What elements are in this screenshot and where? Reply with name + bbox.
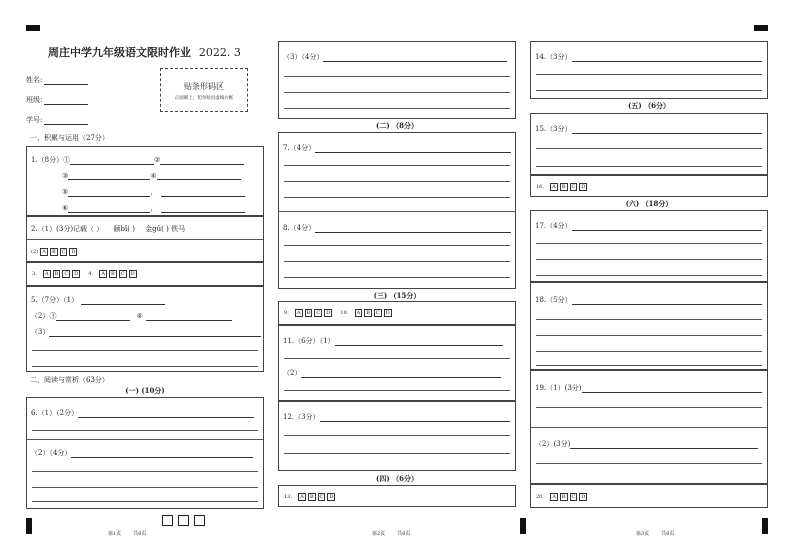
barcode-note: 正面朝上，切勿贴出虚线方框 — [174, 96, 234, 101]
q10-label: 10. — [340, 310, 349, 316]
q17-answer-line-1[interactable] — [536, 243, 762, 244]
q2-mid2: 金gǔ( ) — [145, 225, 169, 233]
q7-answer-line-3[interactable] — [284, 197, 510, 198]
section6-heading: (六) （18分） — [625, 199, 673, 208]
q18-box — [530, 282, 768, 370]
q2-sub-label: (2) — [31, 249, 39, 255]
q5-line3[interactable] — [31, 327, 261, 337]
q17-answer-line-2[interactable] — [536, 259, 762, 260]
section4-heading: (四) （6分） — [376, 474, 418, 483]
bottom-right-mark — [762, 518, 768, 534]
q14-answer-line-1[interactable] — [536, 74, 762, 75]
q7-q8-divider — [279, 211, 515, 212]
q-3-answer-line-2[interactable] — [284, 92, 510, 93]
q1-line4[interactable] — [62, 203, 245, 213]
q13-option-a[interactable]: A — [300, 494, 304, 500]
q18-answer-line-1[interactable] — [536, 319, 762, 320]
section5-heading: (五) （6分） — [628, 101, 670, 110]
q12-box — [278, 401, 516, 471]
q13-option-b[interactable]: B — [309, 494, 314, 500]
q5-line2[interactable] — [31, 311, 232, 321]
q4-label: 4. — [88, 271, 94, 277]
q1-line1[interactable] — [31, 155, 244, 165]
q4-option-a[interactable]: A — [101, 271, 106, 277]
q1-n2: ② — [154, 156, 161, 164]
q16-box — [530, 175, 768, 197]
q3-option-a[interactable]: A — [45, 271, 49, 277]
q5-2a: （2）③ — [31, 312, 57, 320]
q-3-label: （3）（4分） — [283, 53, 324, 61]
name-label: 姓名: — [26, 76, 43, 84]
section3-heading: (三) （15分） — [373, 291, 421, 300]
q12-answer-line-1[interactable] — [284, 435, 510, 436]
barcode-title: 贴条形码区 — [184, 82, 224, 91]
q15-answer-line-2[interactable] — [536, 166, 762, 167]
q20-option-d[interactable]: D — [581, 494, 586, 500]
bottom-mid-mark — [520, 518, 526, 534]
q9-q10-row[interactable] — [284, 308, 394, 317]
q11-1-label: 11.（6分）（1） — [283, 337, 335, 345]
footer-1-page: 第1页 — [108, 531, 122, 537]
q10-option-c[interactable]: C — [375, 310, 380, 316]
q1-n3: ③ — [62, 172, 69, 180]
q1-line3[interactable] — [62, 187, 245, 197]
q8-answer-line-1[interactable] — [284, 245, 510, 246]
q12-label: 12.（3分） — [283, 413, 320, 421]
q20-option-c[interactable]: C — [571, 494, 576, 500]
checkbox-2[interactable] — [178, 515, 189, 526]
q6-1-label: 6.（1）（2分） — [31, 409, 79, 417]
q9-option-c[interactable]: C — [316, 310, 321, 316]
q3-option-c[interactable]: C — [64, 271, 69, 277]
q5-line1[interactable] — [31, 295, 165, 305]
q14-line[interactable] — [535, 52, 762, 62]
q2-sub-row[interactable] — [31, 247, 79, 256]
q6-1-line[interactable] — [31, 408, 254, 418]
q3-option-d[interactable]: D — [74, 271, 79, 277]
q15-line[interactable] — [535, 124, 762, 134]
q20-row[interactable] — [536, 492, 589, 501]
class-field[interactable] — [26, 95, 88, 105]
q2-option-b[interactable]: B — [51, 249, 56, 255]
q3-q4-row[interactable] — [32, 269, 139, 278]
q14-label: 14.（3分） — [535, 53, 572, 61]
q6-divider — [27, 439, 263, 440]
q17-answer-line-3[interactable] — [536, 275, 762, 276]
q1-line2[interactable] — [62, 171, 241, 180]
q19-divider — [531, 427, 767, 428]
footer-3-total: 共6页 — [661, 531, 675, 537]
q5-answer-line-1[interactable] — [32, 350, 258, 351]
q2-end: 铁马 — [171, 225, 186, 233]
q7-answer-line-2[interactable] — [284, 181, 510, 182]
q2-line1[interactable] — [31, 224, 185, 234]
q18-label: 18.（5分） — [535, 296, 572, 304]
q2-divider — [27, 239, 263, 240]
q19-box — [530, 370, 768, 484]
q19-answer-line-2[interactable] — [536, 463, 762, 464]
q-3-line[interactable] — [283, 52, 507, 62]
q2-option-a[interactable]: A — [42, 249, 46, 255]
q11-2-label: （2） — [283, 369, 302, 377]
q5-3: （3） — [31, 328, 50, 336]
q6-answer-line-2[interactable] — [32, 471, 258, 472]
q2-mid1: 颐bǐ( ) — [113, 225, 135, 233]
top-left-mark — [26, 25, 40, 31]
q10-option-a[interactable]: A — [356, 310, 361, 316]
name-field[interactable] — [26, 75, 88, 85]
q20-label: 20. — [536, 494, 544, 500]
footer-page-2 — [372, 530, 410, 537]
q16-label: 16. — [536, 184, 544, 190]
q9-option-a[interactable]: A — [297, 310, 301, 316]
q19-1-line[interactable] — [535, 383, 762, 393]
q4-option-d[interactable]: D — [130, 271, 135, 277]
q15-label: 15.（3分） — [535, 125, 572, 133]
q14-answer-line-2[interactable] — [536, 90, 762, 91]
q7-q8-box — [278, 132, 516, 289]
q9-q10-box — [278, 301, 516, 325]
q2-option-d[interactable]: D — [71, 249, 76, 255]
q16-option-c[interactable]: C — [571, 184, 576, 190]
q13-label: 13. — [284, 494, 292, 500]
q11-1-line[interactable] — [283, 336, 503, 346]
part2-heading: 二、阅读与赏析（63分） — [30, 376, 109, 384]
footer-3-page: 第3页 — [636, 531, 650, 537]
q1-label: 1.（8分）① — [31, 156, 71, 164]
q11-answer-line-1[interactable] — [284, 358, 510, 359]
q1-n4: ④ — [150, 172, 157, 180]
q6-2-label: （2）（4分） — [31, 449, 72, 457]
part1-heading: 一、积累与运用（27分） — [30, 134, 109, 142]
q16-option-d[interactable]: D — [581, 184, 586, 190]
q10-option-d[interactable]: D — [385, 310, 390, 316]
q5-box — [26, 286, 264, 372]
q17-line[interactable] — [535, 221, 762, 231]
q20-box — [530, 484, 768, 508]
q9-label: 9. — [284, 310, 289, 316]
q6-answer-line-3[interactable] — [32, 487, 258, 488]
q20-option-b[interactable]: B — [561, 494, 566, 500]
section1-heading: (一) (10分) — [125, 386, 165, 395]
q12-answer-line-2[interactable] — [284, 453, 510, 454]
checkbox-3[interactable] — [194, 515, 205, 526]
footer-1-total: 共6页 — [133, 531, 147, 537]
q13-option-d[interactable]: D — [329, 494, 334, 500]
q7-answer-line-1[interactable] — [284, 165, 510, 166]
q5-label: 5.（7分）（1） — [31, 296, 79, 304]
q11-box — [278, 325, 516, 401]
q1-comma-1: ， — [150, 188, 158, 196]
section2-heading: (二) （8分） — [376, 121, 418, 130]
q11-answer-line-2[interactable] — [284, 390, 510, 391]
q17-label: 17.（4分） — [535, 222, 572, 230]
q2-box — [26, 216, 264, 262]
q4-option-c[interactable]: C — [120, 271, 125, 277]
q14-box — [530, 41, 768, 99]
barcode-area — [160, 68, 248, 112]
q19-answer-line-1[interactable] — [536, 407, 762, 408]
q6-answer-line-1[interactable] — [32, 430, 258, 431]
q9-option-b[interactable]: B — [306, 310, 311, 316]
student-id-field[interactable] — [26, 115, 88, 125]
q11-2-line[interactable] — [283, 368, 501, 378]
q8-answer-line-2[interactable] — [284, 261, 510, 262]
q17-box — [530, 210, 768, 282]
q5-2b: ④ — [136, 312, 143, 320]
q16-option-b[interactable]: B — [561, 184, 566, 190]
student-id-label: 学号: — [26, 116, 43, 124]
q6-answer-line-4[interactable] — [32, 501, 258, 502]
footer-page-1 — [108, 530, 146, 537]
q10-option-b[interactable]: B — [366, 310, 370, 316]
page-title — [48, 44, 241, 60]
q18-answer-line-3[interactable] — [536, 351, 762, 352]
q18-line[interactable] — [535, 295, 762, 305]
q12-line[interactable] — [283, 412, 510, 422]
q13-box — [278, 485, 516, 507]
q16-row[interactable] — [536, 182, 589, 191]
footer-2-page: 第2页 — [372, 531, 386, 537]
q13-row[interactable] — [284, 492, 337, 501]
q1-comma-2: ， — [150, 204, 158, 212]
q4-option-b[interactable]: B — [111, 271, 115, 277]
q1-box — [26, 146, 264, 216]
q5-answer-line-2[interactable] — [32, 366, 258, 367]
q2-label: 2.（1）(3分)记载（ ） — [31, 225, 104, 233]
q-3-answer-line-3[interactable] — [284, 108, 510, 109]
q19-2-line[interactable] — [535, 439, 758, 449]
q6-box — [26, 397, 264, 509]
q1-n5: ⑤ — [62, 188, 69, 196]
q20-option-a[interactable]: A — [552, 494, 556, 500]
title-date: 2022. 3 — [198, 46, 241, 59]
footer-2-total: 共6页 — [397, 531, 411, 537]
q8-answer-line-3[interactable] — [284, 277, 510, 278]
title-text: 周庄中学九年级语文限时作业 — [48, 46, 191, 59]
q13-option-c[interactable]: C — [319, 494, 324, 500]
q9-option-d[interactable]: D — [326, 310, 331, 316]
q19-1-label: 19.（1）(3分) — [535, 384, 582, 392]
q8-label: 8.（4分） — [283, 224, 316, 232]
q16-option-a[interactable]: A — [552, 184, 556, 190]
q18-answer-line-4[interactable] — [536, 365, 762, 366]
q7-label: 7.（4分） — [283, 144, 316, 152]
q-3-box — [278, 41, 516, 119]
q15-answer-line-1[interactable] — [536, 148, 762, 149]
q7-line[interactable] — [283, 143, 511, 153]
footer-page-3 — [636, 530, 674, 537]
q-3-answer-line-1[interactable] — [284, 76, 510, 77]
q18-answer-line-2[interactable] — [536, 335, 762, 336]
checkbox-1[interactable] — [162, 515, 173, 526]
bottom-left-mark — [26, 518, 32, 534]
top-right-mark — [754, 25, 768, 31]
q3-q4-box — [26, 262, 264, 286]
q3-label: 3. — [32, 271, 37, 277]
q19-2-label: （2）(3分) — [535, 440, 571, 448]
q2-option-c[interactable]: C — [61, 249, 66, 255]
q3-option-b[interactable]: B — [54, 271, 59, 277]
q8-line[interactable] — [283, 223, 511, 233]
q6-2-line[interactable] — [31, 448, 253, 458]
q1-n6: ⑥ — [62, 204, 69, 212]
q15-box — [530, 113, 768, 175]
class-label: 班级: — [26, 96, 43, 104]
